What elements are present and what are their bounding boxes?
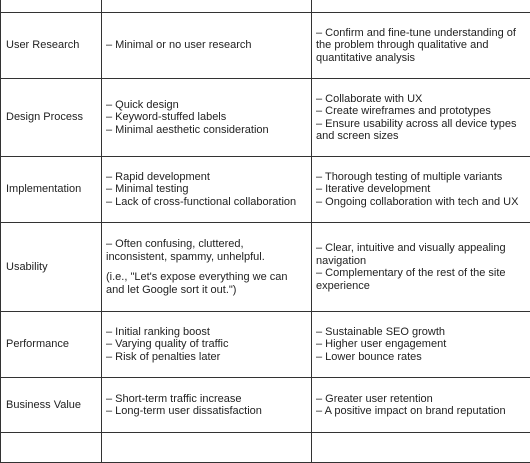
left-cell — [102, 312, 312, 378]
left-cell — [102, 79, 312, 157]
right-item: – Thorough testing of multiple variants — [316, 171, 528, 184]
left-item: – Risk of penalties later — [106, 351, 307, 364]
table-row — [1, 223, 530, 312]
right-cell — [312, 79, 530, 157]
row-category — [1, 433, 102, 463]
right-cell — [312, 157, 530, 223]
right-item: – Collaborate with UX — [316, 93, 528, 106]
left-cell — [102, 433, 312, 463]
right-cell — [312, 433, 530, 463]
left-note: (i.e., "Let's expose everything we can and let Google sort it out.") — [106, 271, 307, 296]
right-cell — [312, 223, 530, 312]
left-cell — [102, 157, 312, 223]
row-category: User Research — [1, 13, 102, 79]
right-cell — [312, 312, 530, 378]
right-item: – Ongoing collaboration with tech and UX — [316, 196, 528, 209]
left-item: – Varying quality of traffic — [106, 338, 307, 351]
left-item: – Rapid development — [106, 171, 307, 184]
right-cell — [312, 0, 530, 13]
row-category: Usability — [1, 223, 102, 312]
left-item: – Minimal testing — [106, 183, 307, 196]
table-row — [1, 157, 530, 223]
left-item: – Lack of cross-functional collaboration — [106, 196, 307, 209]
left-item: – Minimal aesthetic consideration — [106, 124, 307, 137]
row-category — [1, 0, 102, 13]
row-category: Design Process — [1, 79, 102, 157]
right-item: – Lower bounce rates — [316, 351, 528, 364]
left-cell — [102, 223, 312, 312]
table-row — [1, 312, 530, 378]
table-row — [1, 79, 530, 157]
row-category: Performance — [1, 312, 102, 378]
right-item: – Higher user engagement — [316, 338, 528, 351]
left-cell — [102, 378, 312, 433]
left-item: – Minimal or no user research — [106, 39, 307, 52]
right-item: – Iterative development — [316, 183, 528, 196]
table-row — [1, 13, 530, 79]
right-item: – Complementary of the rest of the site experience — [316, 267, 528, 292]
left-cell — [102, 0, 312, 13]
right-item: – Greater user retention — [316, 393, 528, 406]
right-item: – Sustainable SEO growth — [316, 326, 528, 339]
left-item: – Quick design — [106, 99, 307, 112]
row-category: Implementation — [1, 157, 102, 223]
right-item: – Ensure usability across all device types and screen sizes — [316, 118, 528, 143]
left-item: – Long-term user dissatisfaction — [106, 405, 307, 418]
right-cell — [312, 13, 530, 79]
left-cell — [102, 13, 312, 79]
right-item: – Confirm and fine-tune understanding of the problem through qualitative and quantitative analysis — [316, 27, 528, 65]
left-item: – Often confusing, cluttered, inconsistent, spammy, unhelpful. — [106, 238, 307, 263]
right-cell — [312, 378, 530, 433]
left-item: – Initial ranking boost — [106, 326, 307, 339]
right-item: – Clear, intuitive and visually appealing navigation — [316, 242, 528, 267]
table-row — [1, 0, 530, 13]
table-row — [1, 433, 530, 463]
right-item: – A positive impact on brand reputation — [316, 405, 528, 418]
row-category: Business Value — [1, 378, 102, 433]
right-item: – Create wireframes and prototypes — [316, 105, 528, 118]
left-item: – Keyword-stuffed labels — [106, 111, 307, 124]
table-row — [1, 378, 530, 433]
left-item: – Short-term traffic increase — [106, 393, 307, 406]
